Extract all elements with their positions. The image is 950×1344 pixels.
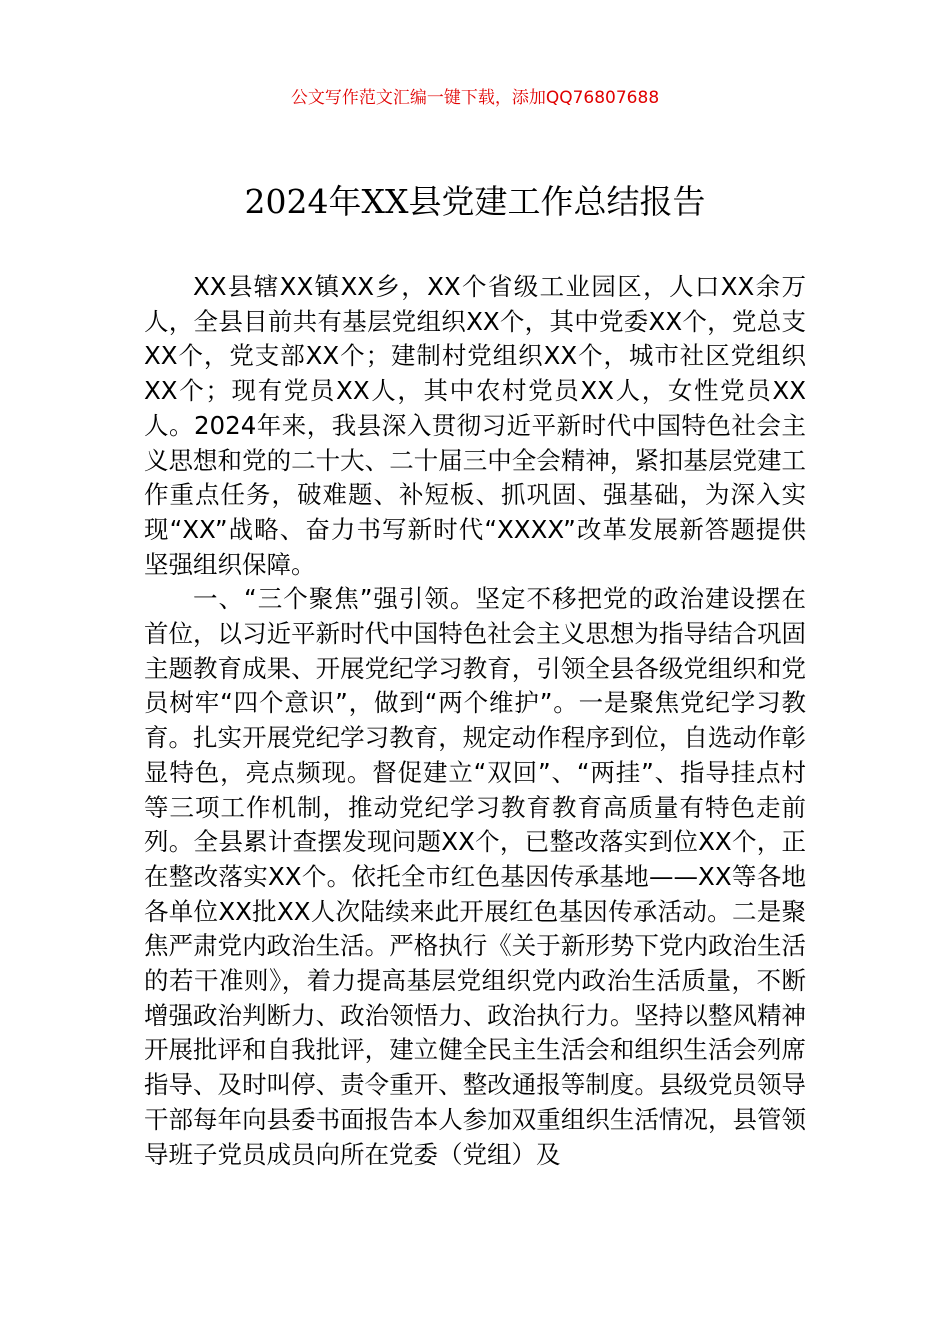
document-body xyxy=(144,270,806,1172)
download-promo-note: 公文写作范文汇编一键下载，添加QQ76807688 xyxy=(290,88,660,108)
paragraph-intro: XX县辖XX镇XX乡，XX个省级工业园区，人口XX余万人，全县目前共有基层党组织XX个，其中党委XX个，党总支XX个，党支部XX个；建制村党组织XX个，城市社区党组织XX个；现有党员XX人，其中农村党员XX人，女性党员XX人。2024年来，我县深入贯彻习近平新时代中国特色社会主义思想和党的二十大、二十届三中全会精神，紧扣基层党建工作重点任务，破难题、补短板、抓巩固、强基础，为深入实现“XX”战略、奋力书写新时代“XXXX”改革发展新答题提供坚强组织保障。 xyxy=(144,272,806,579)
document-title: 2024年XX县党建工作总结报告 xyxy=(244,182,706,221)
paragraph-section-one: 一、“三个聚焦”强引领。坚定不移把党的政治建设摆在首位，以习近平新时代中国特色社会主义思想为指导结合巩固主题教育成果、开展党纪学习教育，引领全县各级党组织和党员树牢“四个意识”，做到“两个维护”。一是聚焦党纪学习教育。扎实开展党纪学习教育，规定动作程序到位，自选动作彰显特色，亮点频现。督促建立“双回”、“两挂”、指导挂点村等三项工作机制，推动党纪学习教育教育高质量有特色走前列。全县累计查摆发现问题XX个，已整改落实到位XX个，正在整改落实XX个。依托全市红色基因传承基地——XX等各地各单位XX批XX人次陆续来此开展红色基因传承活动。二是聚焦严肃党内政治生活。严格执行《关于新形势下党内政治生活的若干准则》，着力提高基层党组织党内政治生活质量，不断增强政治判断力、政治领悟力、政治执行力。坚持以整风精神开展批评和自我批评，建立健全民主生活会和组织生活会列席指导、及时叫停、责令重开、整改通报等制度。县级党员领导干部每年向县委书面报告本人参加双重组织生活情况，县管领导班子党员成员向所在党委（党组）及 xyxy=(144,584,806,1169)
